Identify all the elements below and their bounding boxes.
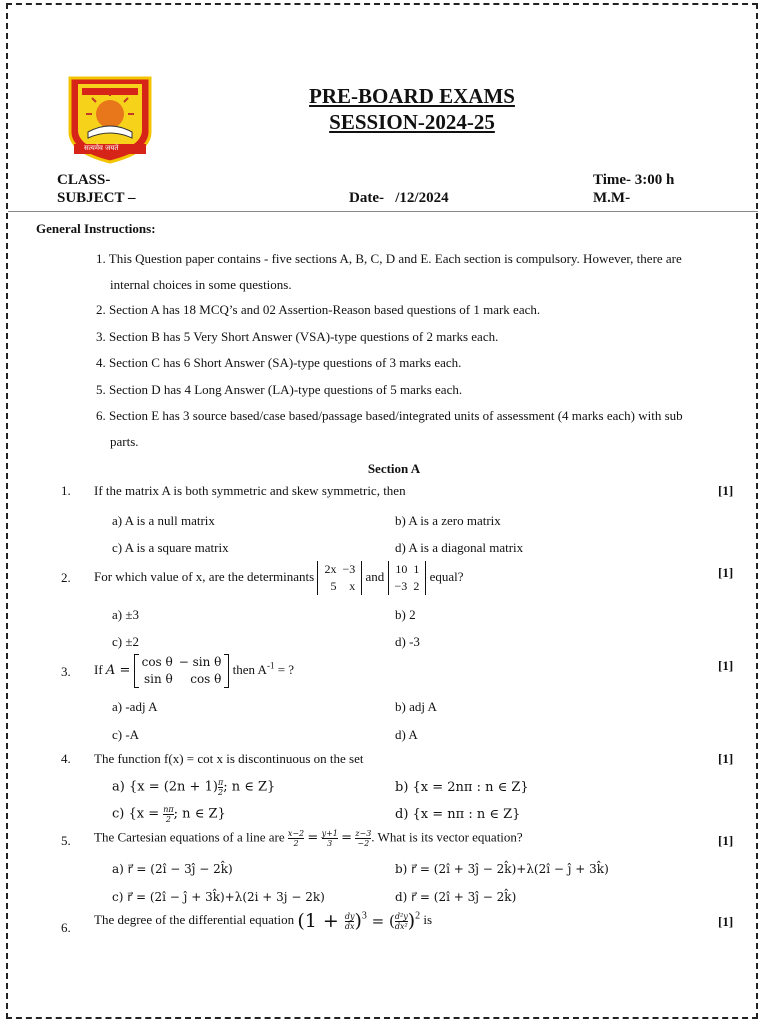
question-text-block: [94, 561, 463, 595]
question-text: If the matrix A is both symmetric and skew symmetric, then: [94, 483, 406, 498]
time-label: Time- 3:00 h: [593, 172, 675, 188]
fraction: [355, 829, 371, 848]
rotation-matrix: [134, 654, 230, 688]
exponent: 3: [361, 910, 367, 922]
option: c) ±2: [112, 634, 139, 649]
question-marks: [1]: [718, 565, 734, 580]
expr-part: ): [354, 910, 362, 932]
option: b) adj A: [395, 699, 437, 714]
question-text-block: [94, 910, 432, 932]
instructions-heading: General Instructions:: [36, 221, 156, 236]
option: c) r⃗ = (2î − ĵ + 3k̂)+λ(2i + 3j − 2k): [112, 890, 325, 904]
question-number: 3.: [61, 664, 71, 679]
question-number: 6.: [61, 920, 71, 935]
frac-num: d²y: [394, 911, 408, 921]
frac-den: 2: [218, 788, 224, 797]
option: d) A: [395, 727, 418, 742]
question-text: The degree of the differential equation: [94, 911, 295, 927]
question-tail: is: [423, 911, 433, 927]
option: b) 2: [395, 607, 416, 622]
option-part: ; n ∈ Z}: [223, 779, 276, 795]
matrix-cell: cos θ: [141, 655, 173, 669]
det-cell: x: [349, 579, 356, 593]
instruction-item: 3. Section B has 5 Very Short Answer (VSA)-type questions of 2 marks each.: [96, 329, 499, 344]
option: a) A is a null matrix: [112, 513, 215, 528]
option: d) -3: [395, 634, 420, 649]
frac-den: dx²: [394, 921, 408, 931]
frac-num: y+1: [321, 829, 338, 838]
equals-sign: =: [341, 830, 353, 846]
fraction: [322, 829, 338, 848]
frac-num: x−2: [287, 829, 305, 838]
option: c) -A: [112, 727, 140, 742]
instruction-item: internal choices in some questions.: [110, 277, 292, 292]
logo-motto: सत्यमेव जयते: [84, 144, 119, 152]
option: b) r⃗ = (2î + 3ĵ − 2k̂)+λ(2î − ĵ + 3k̂): [395, 862, 609, 876]
exam-title: PRE-BOARD EXAMS: [309, 84, 515, 108]
det-cell: −3: [394, 579, 408, 593]
det-cell: −3: [342, 562, 356, 576]
option: d) A is a diagonal matrix: [395, 540, 524, 555]
expr-part: (1 +: [297, 910, 345, 932]
question-tail-2: = ?: [274, 661, 295, 677]
matrix-cell: − sin θ: [178, 655, 222, 669]
question-marks: [1]: [718, 658, 734, 673]
determinant-2: [388, 561, 427, 595]
question-number: 4.: [61, 751, 71, 766]
exponent: 2: [415, 910, 421, 922]
max-marks-label: M.M-: [593, 190, 631, 206]
matrix-cell: sin θ: [143, 672, 173, 686]
question-number: 5.: [61, 833, 71, 848]
frac-num: dy: [344, 911, 355, 921]
question-tail: . What is its vector equation?: [371, 829, 523, 845]
det-cell: 2: [413, 579, 420, 593]
instruction-item: 1. This Question paper contains - five sections A, B, C, D and E. Each section is compulsory. However, there are: [96, 251, 682, 266]
subject-label: SUBJECT –: [57, 190, 136, 206]
frac-num: nπ: [163, 805, 174, 814]
and-word: and: [365, 568, 385, 584]
frac-den: 3: [322, 838, 338, 848]
frac-num: z−3: [355, 829, 372, 838]
question-text-block: [94, 654, 294, 688]
date-label: Date- /12/2024: [349, 190, 449, 206]
frac-den: −2: [355, 838, 371, 848]
question-text: The Cartesian equations of a line are: [94, 829, 285, 845]
determinant-1: [317, 561, 362, 595]
question-tail: then A: [232, 661, 267, 677]
option: d) {x = nπ : n ∈ Z}: [395, 807, 521, 822]
question-text-block: [94, 829, 523, 848]
question-marks: [1]: [718, 914, 734, 929]
question-marks: [1]: [718, 751, 734, 766]
option: a) -adj A: [112, 699, 158, 714]
frac-den: 2: [163, 814, 173, 824]
matrix-lhs: A =: [105, 662, 131, 678]
question-tail: equal?: [429, 568, 464, 584]
option-part: c) {x =: [112, 806, 164, 822]
header-divider: [8, 211, 758, 212]
instruction-item: 4. Section C has 6 Short Answer (SA)-type questions of 3 marks each.: [96, 355, 462, 370]
question-prefix: If: [94, 661, 103, 677]
class-label: CLASS-: [57, 172, 111, 188]
instruction-item: 6. Section E has 3 source based/case based/passage based/integrated units of assessment (4 marks each) with sub: [96, 408, 683, 423]
instruction-item: parts.: [110, 434, 139, 449]
session-title: SESSION-2024-25: [329, 110, 495, 134]
instruction-item: 2. Section A has 18 MCQ’s and 02 Assertion-Reason based questions of 1 mark each.: [96, 302, 541, 317]
det-cell: 2x: [324, 562, 337, 576]
matrix-cell: cos θ: [190, 672, 222, 686]
instruction-item: 5. Section D has 4 Long Answer (LA)-type questions of 5 marks each.: [96, 382, 463, 397]
question-marks: [1]: [718, 833, 734, 848]
option-part: a) {x = (2n + 1): [112, 779, 218, 795]
option: d) r⃗ = (2î + 3ĵ − 2k̂): [395, 890, 517, 904]
frac-den: 2: [288, 838, 304, 848]
option: [112, 805, 226, 824]
option: [112, 778, 275, 797]
question-text: The function f(x) = cot x is discontinuous on the set: [94, 751, 364, 766]
det-cell: 1: [413, 562, 420, 576]
expr-part: = (: [366, 912, 395, 930]
expr-part: ): [407, 910, 416, 932]
question-marks: [1]: [718, 483, 734, 498]
question-number: 1.: [61, 483, 71, 498]
option-part: ; n ∈ Z}: [173, 806, 226, 822]
option: b) {x = 2nπ : n ∈ Z}: [395, 780, 529, 795]
equals-sign: =: [307, 830, 319, 846]
fraction: [395, 912, 408, 931]
section-title: Section A: [367, 461, 421, 476]
option: a) ±3: [112, 607, 139, 622]
question-text: For which value of x, are the determinants: [94, 568, 315, 584]
fraction: [288, 829, 304, 848]
fraction: [163, 805, 173, 824]
det-cell: 10: [395, 562, 408, 576]
frac-num: π: [217, 778, 224, 787]
inverse-superscript: -1: [266, 660, 275, 671]
option: a) r⃗ = (2î − 3ĵ − 2k̂): [112, 862, 233, 876]
option: b) A is a zero matrix: [395, 513, 501, 528]
option: c) A is a square matrix: [112, 540, 229, 555]
det-cell: 5: [330, 579, 337, 593]
frac-den: dx: [344, 921, 355, 931]
question-number: 2.: [61, 570, 71, 585]
